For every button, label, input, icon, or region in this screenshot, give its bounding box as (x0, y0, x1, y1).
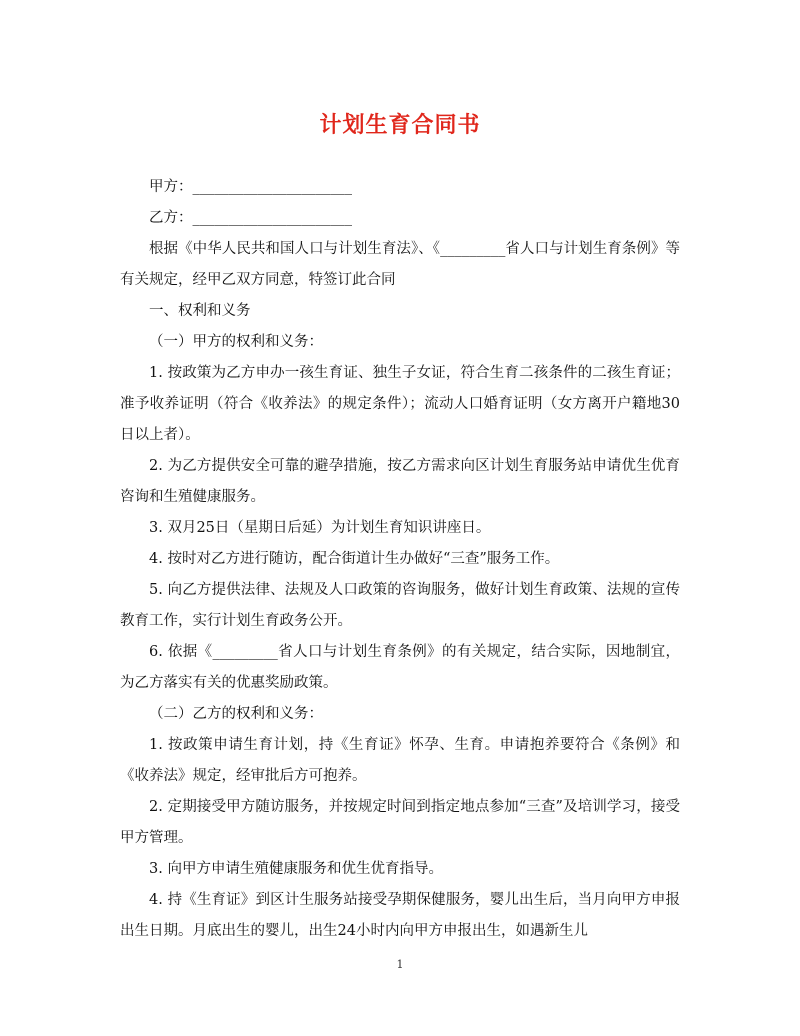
document-title: 计划生育合同书 (319, 113, 481, 138)
party-b-line (120, 203, 680, 234)
subsection-heading-party-a: （一）甲方的权利和义务： (149, 334, 323, 350)
party-a-item-1: 1. 按政策为乙方申办一孩生育证、独生子女证，符合生育二孩条件的二孩生育证；准予收养证明（符合《收养法》的规定条件）；流动人口婚育证明（女方离开户籍地30日以上者）。 (120, 365, 680, 443)
document-body (120, 172, 680, 947)
party-b-label: 乙方： (149, 210, 193, 226)
page-number: 1 (396, 958, 404, 971)
paragraph-intro: 根据《中华人民共和国人口与计划生育法》、《_________省人口与计划生育条例》等有关规定，经甲乙双方同意，特签订此合同 (120, 241, 680, 288)
party-a-item-5: 5. 向乙方提供法律、法规及人口政策的咨询服务，做好计划生育政策、法规的宣传教育工作，实行计划生育政务公开。 (120, 582, 680, 629)
party-b-blank: ______________________ (192, 210, 352, 226)
party-a-line (120, 172, 680, 203)
section-heading-rights: 一、权利和义务 (149, 303, 251, 319)
party-b-item-4: 4. 持《生育证》到区计生服务站接受孕期保健服务，婴儿出生后，当月向甲方申报出生日期。月底出生的婴儿，出生24小时内向甲方申报出生，如遇新生儿 (120, 892, 680, 939)
party-a-item-6: 6. 依据《_________省人口与计划生育条例》的有关规定，结合实际，因地制宜，为乙方落实有关的优惠奖励政策。 (120, 644, 680, 691)
party-b-item-2: 2. 定期接受甲方随访服务，并按规定时间到指定地点参加“三查”及培训学习，接受甲方管理。 (120, 799, 680, 846)
subsection-heading-party-b: （二）乙方的权利和义务： (149, 706, 323, 722)
party-a-item-4: 4. 按时对乙方进行随访，配合街道计生办做好“三查”服务工作。 (149, 551, 560, 567)
party-b-item-1: 1. 按政策申请生育计划，持《生育证》怀孕、生育。申请抱养要符合《条例》和《收养法》规定，经审批后方可抱养。 (120, 737, 680, 784)
party-a-item-2: 2. 为乙方提供安全可靠的避孕措施，按乙方需求向区计划生育服务站申请优生优育咨询和生殖健康服务。 (120, 458, 680, 505)
party-a-item-3: 3. 双月25日（星期日后延）为计划生育知识讲座日。 (149, 520, 491, 536)
party-a-label: 甲方： (149, 179, 193, 195)
party-b-item-3: 3. 向甲方申请生殖健康服务和优生优育指导。 (149, 861, 443, 877)
party-a-blank: ______________________ (192, 179, 352, 195)
